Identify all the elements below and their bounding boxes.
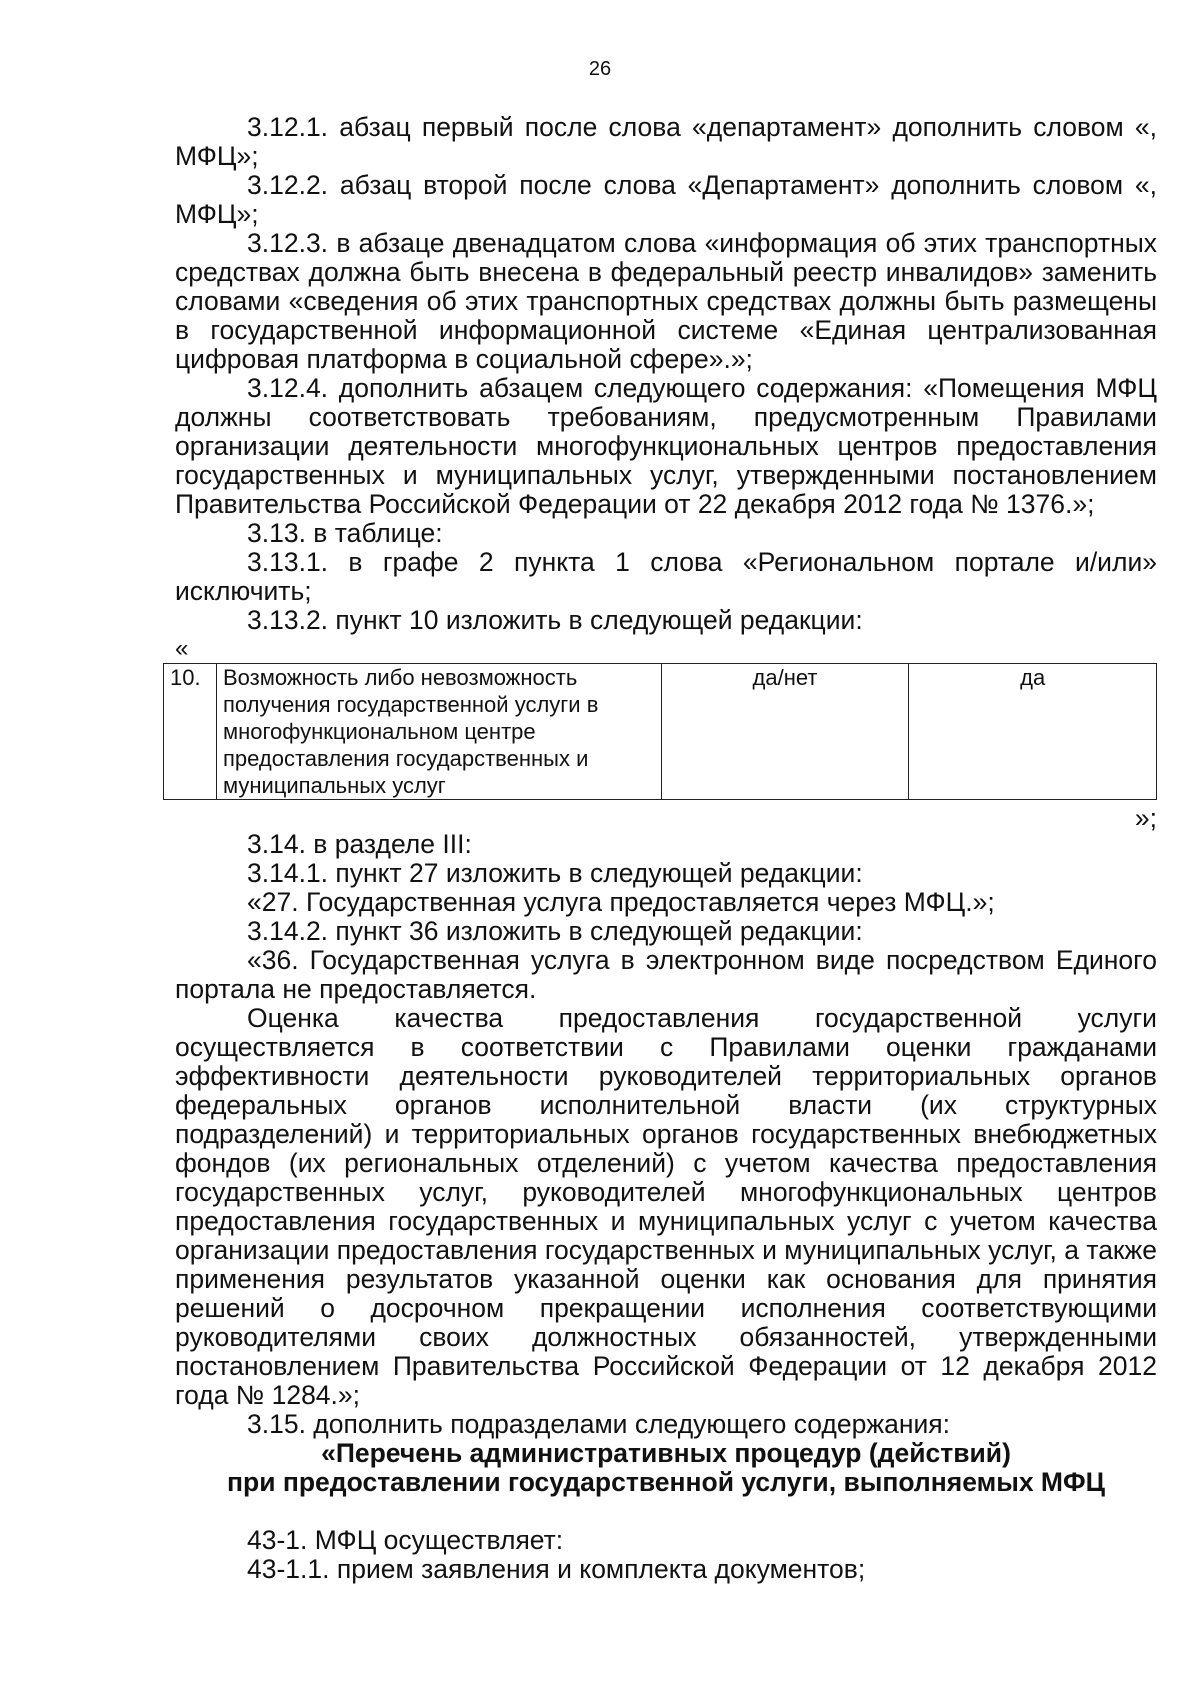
cell-value: да: [909, 664, 1157, 800]
paragraph-27: «27. Государственная услуга предоставляется через МФЦ.»;: [247, 887, 995, 917]
spacer: [175, 1497, 1157, 1526]
paragraph-3-12-3: 3.12.3. в абзаце двенадцатом слова «информация об этих транспортных средствах должна быть внесена в федеральный реестр инвалидов» заменить словами «сведения об этих транспортных средствах должны быть размещены в государственной информационной системе «Единая централизованная цифровая платформа в социальной сфере».»;: [175, 228, 1157, 374]
closing-quote: »;: [1134, 803, 1157, 833]
paragraph-36: «36. Государственная услуга в электронном виде посредством Единого портала не предоставляется.: [175, 945, 1157, 1004]
paragraph-3-14-2: 3.14.2. пункт 36 изложить в следующей редакции:: [247, 916, 863, 946]
paragraph-3-12-4: 3.12.4. дополнить абзацем следующего содержания: «Помещения МФЦ должны соответствовать требованиям, предусмотренным Правилами организации деятельности многофункциональных центров предоставления государственных и муниципальных услуг, утвержденными постановлением Правительства Российской Федерации от 22 декабря 2012 года № 1376.»;: [175, 373, 1157, 519]
paragraph-3-14-1: 3.14.1. пункт 27 изложить в следующей редакции:: [247, 858, 863, 888]
document-body: [170, 112, 1157, 1584]
section-heading-line-2: при предоставлении государственной услуги, выполняемых МФЦ: [227, 1467, 1105, 1497]
paragraph-3-12-2: 3.12.2. абзац второй после слова «Департамент» дополнить словом «, МФЦ»;: [175, 170, 1157, 229]
amendment-table: [163, 663, 1157, 800]
cell-number: 10.: [164, 664, 217, 800]
cell-description: Возможность либо невозможность получения государственной услуги в многофункциональном центре предоставления государственных и муниципальных услуг: [216, 664, 661, 800]
paragraph-3-15: 3.15. дополнить подразделами следующего содержания:: [247, 1409, 950, 1439]
paragraph-3-13-1: 3.13.1. в графе 2 пункта 1 слова «Региональном портале и/или» исключить;: [175, 547, 1157, 606]
paragraph-43-1-1: 43-1.1. прием заявления и комплекта документов;: [247, 1554, 866, 1584]
paragraph-43-1: 43-1. МФЦ осуществляет:: [247, 1525, 564, 1555]
cell-unit: да/нет: [661, 664, 909, 800]
section-heading-line-1: «Перечень административных процедур (действий): [321, 1438, 1011, 1468]
opening-quote: «: [175, 635, 189, 662]
table-row: [164, 664, 1157, 800]
page-number: 26: [588, 58, 612, 80]
paragraph-quality-assessment: Оценка качества предоставления государственной услуги осуществляется в соответствии с Правилами оценки гражданами эффективности деятельности руководителей территориальных органов федеральных органов исполнительной власти (их структурных подразделений) и территориальных органов государственных внебюджетных фондов (их региональных отделений) с учетом качества предоставления государственных услуг, руководителей многофункциональных центров предоставления государственных и муниципальных услуг с учетом качества организации предоставления государственных и муниципальных услуг, а также применения результатов указанной оценки как основания для принятия решений о досрочном прекращении исполнения соответствующими руководителями своих должностных обязанностей, утвержденными постановлением Правительства Российской Федерации от 12 декабря 2012 года № 1284.»;: [175, 1003, 1157, 1410]
paragraph-3-14: 3.14. в разделе III:: [247, 829, 472, 859]
paragraph-3-13-2: 3.13.2. пункт 10 изложить в следующей редакции:: [247, 605, 863, 635]
paragraph-3-13: 3.13. в таблице:: [247, 518, 443, 548]
paragraph-3-12-1: 3.12.1. абзац первый после слова «департамент» дополнить словом «, МФЦ»;: [175, 112, 1157, 171]
